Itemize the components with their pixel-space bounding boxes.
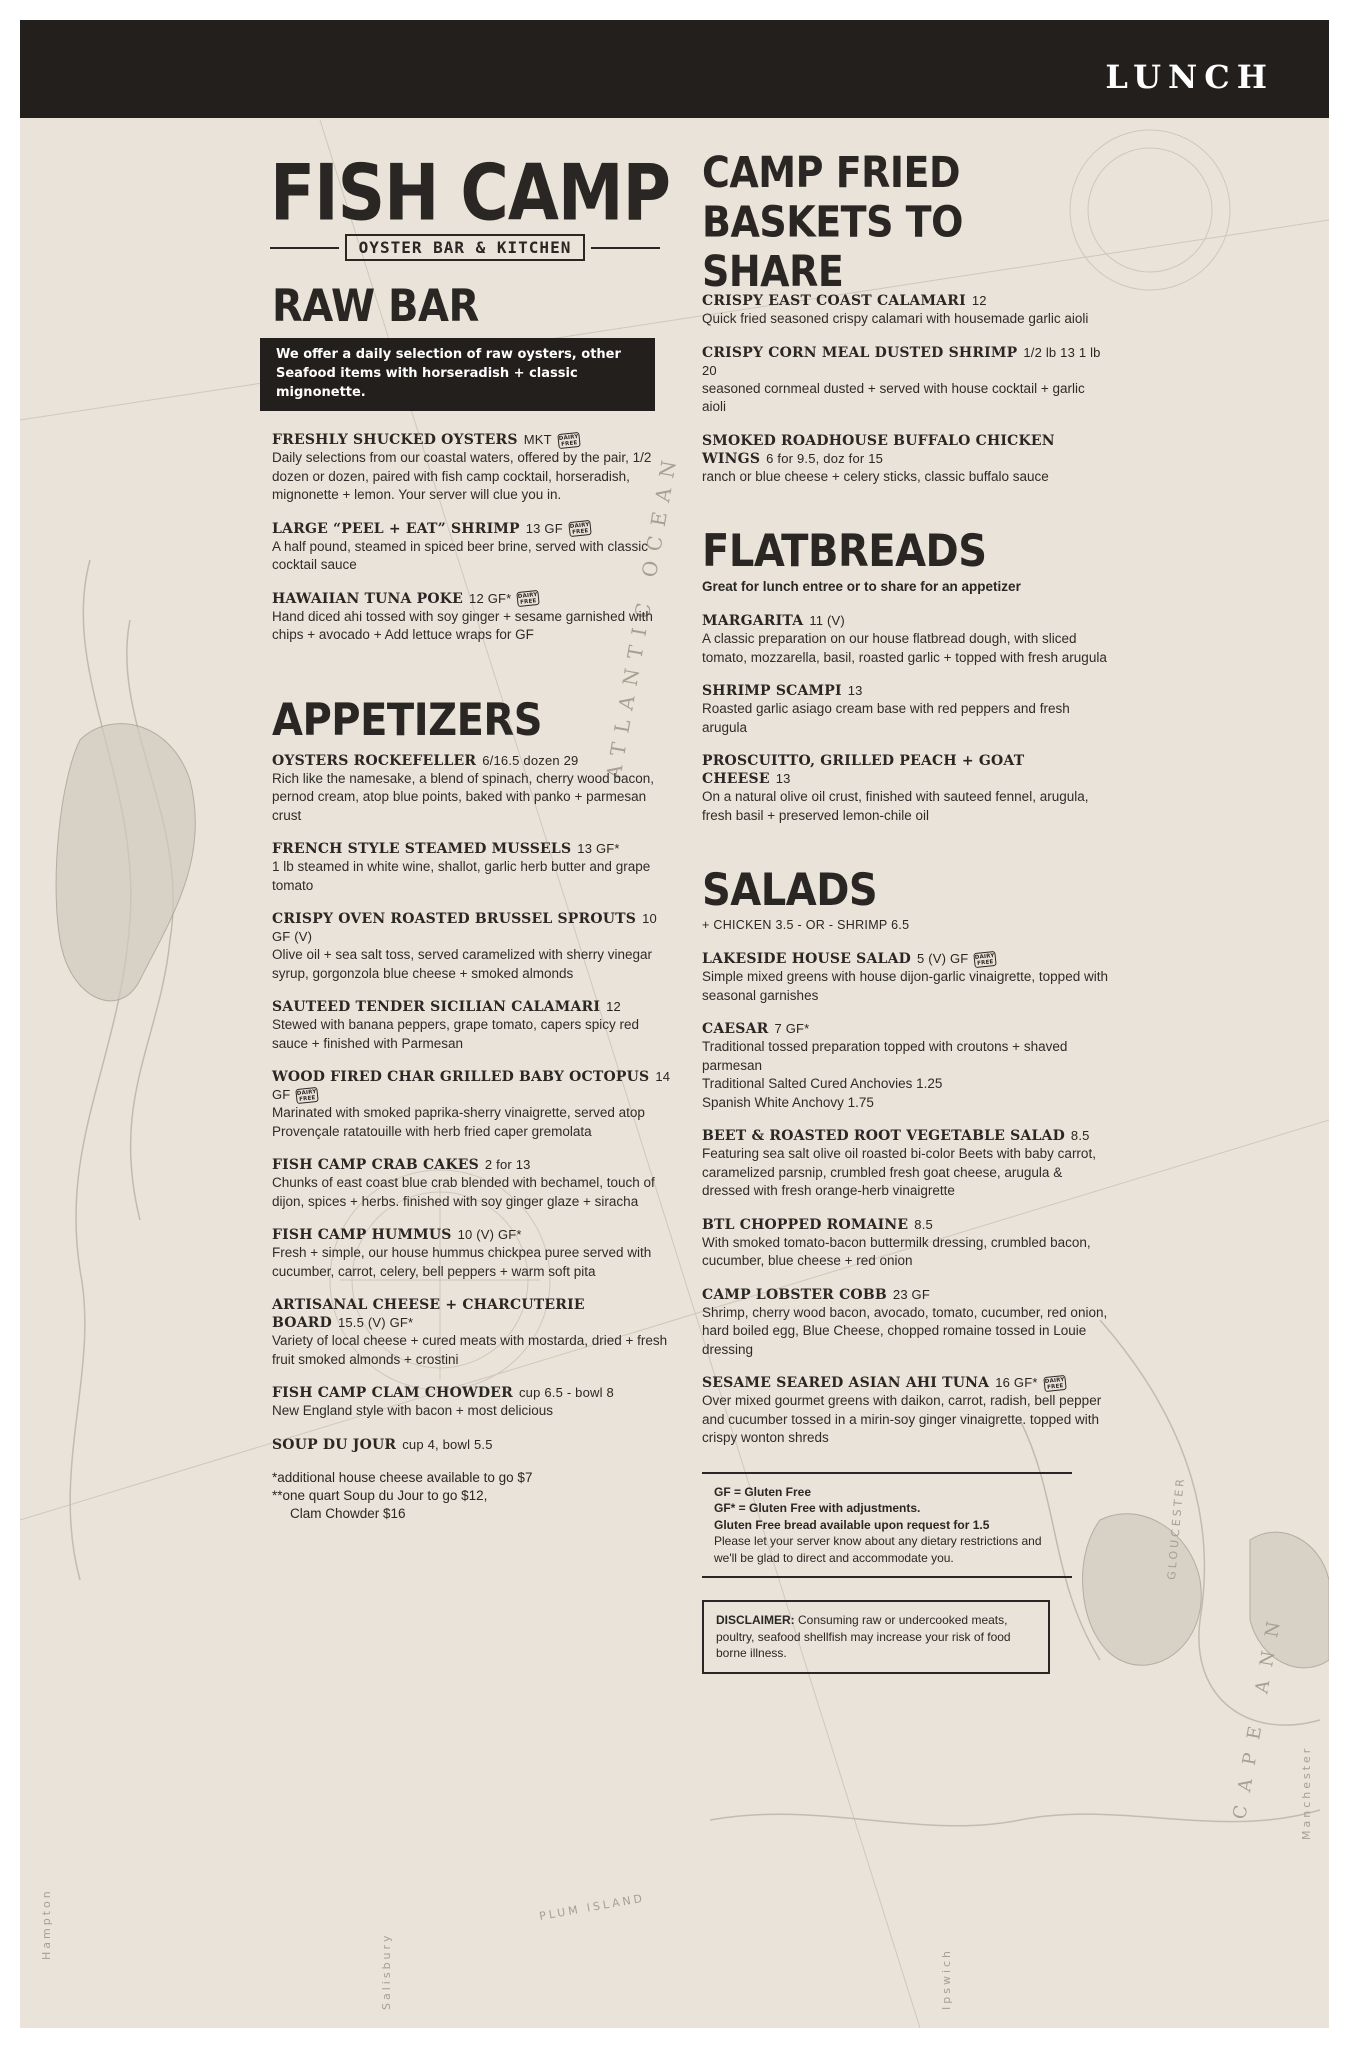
menu-item-header [272, 1226, 672, 1244]
menu-item-extra: Traditional Salted Cured Anchovies 1.25 [702, 1076, 943, 1091]
menu-item-description: Roasted garlic asiago cream base with red peppers and fresh arugula [702, 701, 1070, 735]
menu-item-description: New England style with bacon + most delicious [272, 1403, 554, 1418]
top-banner [20, 20, 1329, 118]
menu-item-price: 12 GF* [469, 590, 512, 606]
menu-item-header [702, 344, 1112, 380]
menu-item [702, 1216, 1112, 1271]
badge-text: DAIRY [1044, 1376, 1065, 1385]
right-column [702, 148, 1112, 1674]
badge-text: FREE [1046, 1382, 1064, 1391]
menu-item-name: BEET & ROASTED ROOT VEGETABLE SALAD [702, 1128, 1065, 1144]
menu-item [272, 1156, 672, 1211]
menu-item-description: Over mixed gourmet greens with daikon, carrot, radish, bell pepper and cucumber tossed in a mirin-soy ginger vinaigrette. topped with crispy wonton shreds [702, 1393, 1102, 1445]
dairy-free-badge-icon [974, 950, 997, 967]
menu-item-price: 8.5 [1070, 1128, 1090, 1143]
menu-item-header [272, 1384, 672, 1402]
menu-item-price: 1/2 lb 13 1 lb 20 [702, 344, 1101, 378]
menu-item-price: 14 GF [272, 1069, 671, 1102]
note-line: **one quart Soup du Jour to go $12, [272, 1487, 488, 1503]
menu-item-price: 6 for 9.5, doz for 15 [766, 450, 884, 466]
menu-item-name: CAESAR [702, 1021, 769, 1037]
badge-text: DAIRY [569, 521, 590, 531]
section-title-raw-bar: RAW BAR [272, 280, 479, 333]
divider [591, 247, 660, 249]
menu-item [702, 1286, 1112, 1360]
menu-item [702, 292, 1112, 329]
menu-item-description: With smoked tomato-bacon buttermilk dressing, crumbled bacon, cucumber, blue cheese + red onion [702, 1234, 1091, 1268]
menu-item-price: 6/16.5 dozen 29 [482, 752, 579, 768]
disclaimer-label: DISCLAIMER: [716, 1613, 795, 1627]
menu-item-header [272, 840, 672, 858]
baskets-list [702, 292, 1112, 486]
menu-item [272, 1436, 672, 1454]
map-label-manchester: Manchester [1300, 1745, 1313, 1840]
badge-text: DAIRY [297, 1088, 318, 1097]
menu-item [272, 1296, 672, 1369]
menu-item-header [272, 590, 672, 608]
menu-item-header [272, 1296, 672, 1332]
map-label-hampton: Hampton [40, 1888, 53, 1960]
section-title-line: CAMP FRIED [702, 148, 961, 198]
menu-item-price: cup 4, bowl 5.5 [402, 1436, 493, 1452]
menu-item-description: Fresh + simple, our house hummus chickpea puree served with cucumber, carrot, celery, bell peppers + warm soft pita [272, 1245, 652, 1279]
menu-item-description: seasoned cornmeal dusted + served with house cocktail + garlic aioli [702, 380, 1085, 414]
menu-item-name: SMOKED ROADHOUSE BUFFALO CHICKEN WINGS [702, 432, 1055, 467]
menu-item [272, 1226, 672, 1281]
menu-item-name: SOUP DU JOUR [272, 1436, 397, 1453]
section-title-flatbreads: FLATBREADS [702, 525, 987, 578]
menu-item-name: BTL CHOPPED ROMAINE [702, 1216, 909, 1233]
menu-item-description: Variety of local cheese + cured meats with mostarda, dried + fresh fruit smoked almonds + crostini [272, 1333, 668, 1367]
menu-item-name: FRENCH STYLE STEAMED MUSSELS [272, 841, 572, 857]
menu-item-header [702, 1127, 1112, 1145]
menu-item-price: 7 GF* [774, 1021, 810, 1036]
menu-item-name: FRESHLY SHUCKED OYSTERS [272, 432, 518, 448]
menu-item-header [702, 1286, 1112, 1304]
menu-item-description: ranch or blue cheese + celery sticks, classic buffalo sauce [702, 468, 1049, 484]
gf-star-legend: GF* = Gluten Free with adjustments. [714, 1501, 921, 1515]
menu-item-price: 13 GF [525, 520, 563, 536]
badge-text: FREE [571, 528, 589, 536]
menu-item-price: 13 GF* [577, 841, 620, 856]
menu-item-header [272, 752, 672, 770]
menu-item-description: Rich like the namesake, a blend of spinach, cherry wood bacon, pernod cream, atop blue points, baked with panko + parmesan crust [272, 770, 654, 823]
menu-item-header [702, 432, 1112, 468]
left-column [272, 282, 672, 1523]
note-line: Clam Chowder $16 [290, 1505, 406, 1521]
menu-item [702, 1127, 1112, 1201]
menu-item-price: 12 [971, 293, 987, 308]
section-title-line: BASKETS TO SHARE [702, 197, 963, 296]
menu-item-name: SESAME SEARED ASIAN AHI TUNA [702, 1375, 990, 1391]
menu-item-name: CRISPY OVEN ROASTED BRUSSEL SPROUTS [272, 911, 637, 927]
badge-text: FREE [299, 1094, 317, 1103]
menu-item-name: CAMP LOBSTER COBB [702, 1286, 887, 1303]
menu-item-price: 13 [847, 683, 863, 698]
menu-item-description: Daily selections from our coastal waters, offered by the pair, 1/2 dozen or dozen, paired with fish camp cocktail, horseradish, mignonette + lemon. Your server will clue you in. [272, 450, 652, 502]
menu-item [272, 590, 672, 645]
menu-item-description: Simple mixed greens with house dijon-garlic vinaigrette, topped with seasonal garnishes [702, 969, 1108, 1003]
salads-list [702, 950, 1112, 1448]
menu-item-header [702, 682, 1112, 700]
menu-item-description: Olive oil + sea salt toss, served caramelized with sherry vinegar syrup, gorgonzola blue cheese + smoked almonds [272, 947, 653, 981]
menu-item-name: FISH CAMP HUMMUS [272, 1227, 452, 1243]
menu-item-name: MARGARITA [702, 613, 804, 629]
menu-item [702, 1374, 1112, 1448]
flatbreads-list [702, 612, 1112, 825]
section-title-salads: SALADS [702, 864, 878, 917]
menu-item-price: 10 (V) GF* [457, 1227, 522, 1242]
flatbreads-subtitle: Great for lunch entree or to share for an appetizer [702, 579, 1021, 594]
menu-page [20, 20, 1329, 2028]
salads-addons: + CHICKEN 3.5 - OR - SHRIMP 6.5 [702, 918, 910, 932]
menu-item-price: 13 [775, 771, 791, 786]
menu-item-header [702, 1216, 1112, 1234]
nautical-map-background [20, 20, 1329, 2028]
note-line: *additional house cheese available to go $7 [272, 1469, 533, 1485]
menu-item-extra: Spanish White Anchovy 1.75 [702, 1094, 874, 1110]
dairy-free-badge-icon [568, 520, 591, 537]
divider [270, 247, 339, 249]
menu-item-name: PROSCUITTO, GRILLED PEACH + GOAT CHEESE [702, 753, 1025, 787]
map-label-plum-island: PLUM ISLAND [538, 1891, 646, 1923]
menu-item-description: Quick fried seasoned crispy calamari with housemade garlic aioli [702, 311, 1089, 326]
dairy-free-badge-icon [296, 1086, 319, 1103]
menu-item-header [272, 520, 672, 538]
dietary-note: Please let your server know about any dietary restrictions and we'll be glad to direct and accommodate you. [714, 1534, 1042, 1565]
logo-title: FISH CAMP [270, 147, 670, 239]
menu-item-description: A half pound, steamed in spiced beer brine, served with classic cocktail sauce [272, 538, 648, 572]
menu-item-description: Stewed with banana peppers, grape tomato, capers spicy red sauce + finished with Parmesan [272, 1017, 639, 1051]
menu-item-name: FISH CAMP CRAB CAKES [272, 1157, 479, 1173]
menu-item-header [272, 1156, 672, 1174]
map-label-salisbury: Salisbury [380, 1932, 393, 2010]
restaurant-logo [270, 147, 670, 261]
menu-item [272, 1068, 672, 1141]
menu-item-price: 23 GF [892, 1286, 931, 1302]
menu-item-header [272, 998, 672, 1016]
menu-item-header [272, 1068, 672, 1104]
menu-item [272, 752, 672, 826]
section-title-appetizers: APPETIZERS [272, 694, 543, 746]
badge-text: FREE [560, 439, 578, 448]
map-label-ipswich: Ipswich [940, 1947, 953, 2010]
menu-item-header [702, 1020, 1112, 1038]
menu-item-name: SHRIMP SCAMPI [702, 683, 842, 699]
gf-bread-note: Gluten Free bread available upon request for 1.5 [714, 1517, 990, 1532]
menu-item-description: Featuring sea salt olive oil roasted bi-color Beets with baby carrot, caramelized parsnip, crumbled fresh goat cheese, arugula & dressed with fresh orange-herb vinaigrette [702, 1146, 1096, 1198]
menu-item [702, 344, 1112, 417]
menu-item-name: LAKESIDE HOUSE SALAD [702, 951, 911, 967]
menu-item [272, 840, 672, 895]
menu-item [702, 1020, 1112, 1112]
menu-item [272, 910, 672, 983]
menu-item [702, 432, 1112, 487]
menu-item-description: Traditional tossed preparation topped with croutons + shaved parmesan [702, 1039, 1068, 1073]
menu-item [272, 520, 672, 575]
menu-item [702, 950, 1112, 1005]
map-label-gloucester: GLOUCESTER [1165, 1475, 1188, 1581]
menu-item-price: 2 for 13 [484, 1157, 531, 1172]
menu-item [702, 752, 1112, 825]
badge-text: FREE [520, 598, 538, 606]
badge-text: DAIRY [518, 591, 539, 601]
dairy-free-badge-icon [1043, 1374, 1066, 1391]
menu-item-name: CRISPY CORN MEAL DUSTED SHRIMP [702, 344, 1018, 361]
map-label-ocean: ATLANTIC OCEAN [601, 448, 683, 781]
menu-item-header [702, 612, 1112, 630]
logo-subtitle: OYSTER BAR & KITCHEN [345, 234, 586, 261]
section-title-baskets [702, 148, 1112, 296]
badge-text: FREE [977, 958, 995, 967]
menu-item-description: Chunks of east coast blue crab blended with bechamel, touch of dijon, spices + herbs. finished with soy ginger glaze + siracha [272, 1175, 655, 1209]
menu-item-description: Hand diced ahi tossed with soy ginger + sesame garnished with chips + avocado + Add lettuce wraps for GF [272, 608, 653, 642]
menu-item-price: 10 GF (V) [272, 911, 657, 944]
menu-item-header [702, 752, 1112, 788]
badge-text: DAIRY [975, 952, 996, 961]
menu-item-description: 1 lb steamed in white wine, shallot, garlic herb butter and grape tomato [272, 859, 651, 893]
menu-item-header [272, 910, 672, 946]
menu-item-name: WOOD FIRED CHAR GRILLED BABY OCTOPUS [272, 1069, 650, 1085]
menu-item [702, 682, 1112, 737]
menu-item [272, 431, 672, 505]
dairy-free-badge-icon [517, 590, 540, 607]
menu-item-header [702, 1374, 1112, 1392]
disclaimer-box [702, 1600, 1050, 1674]
menu-item-price: 8.5 [914, 1216, 933, 1232]
menu-item [272, 998, 672, 1053]
menu-item-description: Marinated with smoked paprika-sherry vinaigrette, served atop Provençale ratatouille with herb fried caper gremolata [272, 1105, 645, 1139]
gluten-free-info [702, 1472, 1072, 1579]
menu-item-name: OYSTERS ROCKEFELLER [272, 752, 477, 769]
menu-item-price: 5 (V) GF [917, 951, 969, 966]
menu-item-name: SAUTEED TENDER SICILIAN CALAMARI [272, 999, 601, 1015]
menu-item-name: ARTISANAL CHEESE + CHARCUTERIE BOARD [272, 1297, 585, 1331]
dairy-free-badge-icon [557, 431, 580, 448]
raw-bar-list [272, 431, 672, 645]
menu-item-name: FISH CAMP CLAM CHOWDER [272, 1385, 513, 1401]
disclaimer-text: Consuming raw or undercooked meats, poultry, seafood shellfish may increase your risk of food borne illness. [716, 1613, 1011, 1660]
menu-item-price: 11 (V) [809, 613, 845, 628]
appetizer-list [272, 752, 672, 1454]
menu-item-name: LARGE “PEEL + EAT” SHRIMP [272, 520, 520, 537]
menu-item-header [272, 431, 672, 449]
menu-item-description: On a natural olive oil crust, finished with sauteed fennel, arugula, fresh basil + preserved lemon-chile oil [702, 789, 1089, 823]
badge-text: DAIRY [558, 433, 579, 442]
menu-item [702, 612, 1112, 667]
menu-item-name: HAWAIIAN TUNA POKE [272, 590, 464, 607]
gf-legend: GF = Gluten Free [714, 1484, 812, 1499]
menu-item-price: cup 6.5 - bowl 8 [518, 1385, 614, 1400]
menu-item-name: CRISPY EAST COAST CALAMARI [702, 293, 966, 309]
menu-item-price: MKT [523, 432, 552, 447]
raw-bar-notice: We offer a daily selection of raw oysters, other Seafood items with horseradish + classic mignonette. [260, 338, 655, 411]
menu-item-price: 15.5 (V) GF* [337, 1315, 414, 1330]
meal-period-label: LUNCH [1105, 58, 1274, 96]
appetizer-notes [272, 1469, 672, 1523]
menu-item-price: 12 [606, 999, 621, 1014]
map-label-cape-ann: CAPE ANN [1229, 1606, 1288, 1821]
menu-item-header [272, 1436, 672, 1454]
menu-item-header [702, 950, 1112, 968]
menu-item-description: A classic preparation on our house flatbread dough, with sliced tomato, mozzarella, basil, roasted garlic + topped with fresh arugula [702, 631, 1107, 665]
menu-item-price: 16 GF* [995, 1375, 1038, 1390]
menu-item-description: Shrimp, cherry wood bacon, avocado, tomato, cucumber, red onion, hard boiled egg, Blue Cheese, chopped romaine tossed in Louie dressing [702, 1304, 1108, 1357]
menu-item [272, 1384, 672, 1421]
